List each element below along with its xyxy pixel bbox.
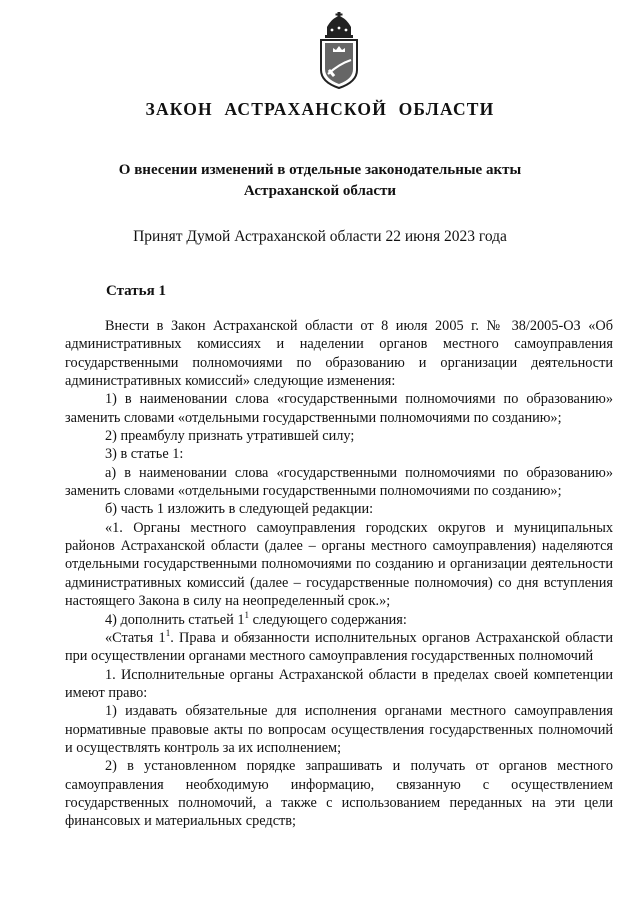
- paragraph: 2) в установленном порядке запрашивать и получать от органов местного самоуправления необходимую информацию, связанную с осуществлением государственных полномочий, а также с использованием переданных на эти цели финансовых и материальных средств;: [65, 758, 613, 830]
- subtitle-line: О внесении изменений в отдельные законодательные акты: [118, 162, 522, 178]
- paragraph: [65, 629, 613, 666]
- law-title: ЗАКОН АСТРАХАНСКОЙ ОБЛАСТИ: [145, 99, 495, 119]
- coat-of-arms-emblem: [314, 12, 364, 90]
- paragraph: Внести в Закон Астраханской области от 8 июля 2005 г. № 38/2005-ОЗ «Об административных комиссиях и наделении органов местного самоуправления государственными полномочиями по образованию и организации деятельности административных комиссий» следующие изменения:: [65, 318, 613, 390]
- paragraph: «1. Органы местного самоуправления городских округов и муниципальных районов Астраханской области (далее – органы местного самоуправления) наделяются отдельными государственными полномочиями по созданию и организации деятельности административных комиссий (далее – государственные полномочия) со дня вступления настоящего Закона в силу на неопределенный срок.»;: [65, 519, 613, 610]
- paragraph-text: «Статья 1: [105, 629, 166, 646]
- adoption-date: Принят Думой Астраханской области 22 июня 2023 года: [133, 228, 507, 245]
- paragraph: 1) издавать обязательные для исполнения органами местного самоуправления нормативные правовые акты по вопросам осуществления государственных полномочий и осуществлять контроль за их исполнением;: [65, 703, 613, 756]
- superscript: 1: [244, 609, 250, 620]
- paragraph: б) часть 1 изложить в следующей редакции:: [105, 501, 374, 518]
- subtitle-line: Астраханской области: [243, 183, 397, 199]
- article-heading: Статья 1: [106, 283, 166, 299]
- paragraph: а) в наименовании слова «государственными полномочиями по образованию» заменить словами «отдельными государственными полномочиями по созданию»;: [65, 464, 613, 500]
- paragraph-text: 4) дополнить статьей 1: [105, 611, 245, 628]
- paragraph: [65, 611, 613, 629]
- paragraph-text: следующего содержания:: [252, 611, 407, 628]
- law-subtitle: [90, 160, 550, 202]
- paragraph: 1. Исполнительные органы Астраханской области в пределах своей компетенции имеют право:: [65, 666, 613, 701]
- article-body: [65, 317, 613, 831]
- paragraph-text: . Права и обязанности исполнительных органов Астраханской области при осуществлении органами местного самоуправления государственных полномочий: [65, 629, 613, 665]
- paragraph: 1) в наименовании слова «государственными полномочиями по образованию» заменить словами «отдельными государственными полномочиями по созданию»;: [65, 391, 613, 426]
- superscript: 1: [165, 627, 171, 638]
- paragraph: 2) преамбулу признать утратившей силу;: [105, 428, 355, 445]
- paragraph: 3) в статье 1:: [105, 446, 184, 463]
